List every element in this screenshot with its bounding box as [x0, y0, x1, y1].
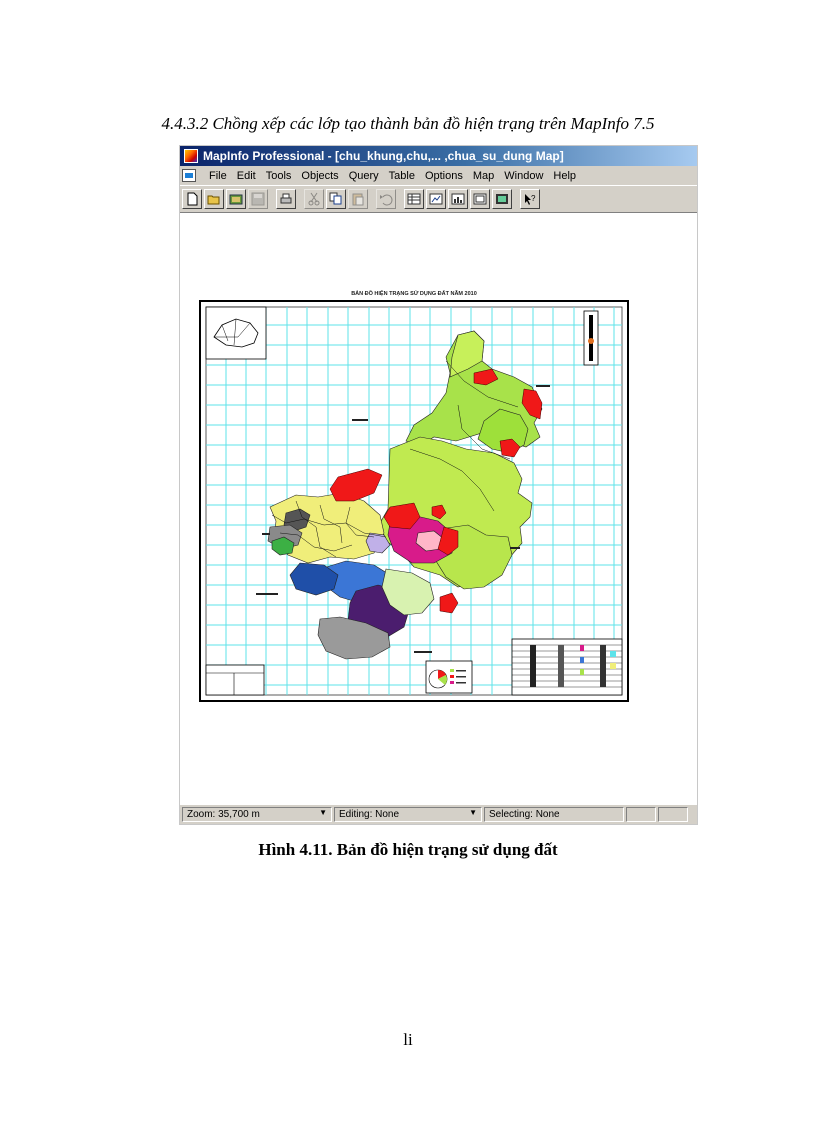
menu-query[interactable]: Query	[348, 169, 379, 182]
menu-file[interactable]: File	[209, 169, 227, 182]
print-icon[interactable]	[276, 189, 296, 209]
section-heading: 4.4.3.2 Chồng xếp các lớp tạo thành bản đồ hiện trạng trên MapInfo 7.5	[161, 114, 655, 133]
menu-tools[interactable]: Tools	[265, 169, 292, 182]
save-icon[interactable]	[248, 189, 268, 209]
zoom-text: Zoom: 35,700 m	[187, 809, 260, 820]
land-use-pie-chart	[426, 661, 472, 693]
redistrict-icon[interactable]	[492, 189, 512, 209]
new-layout-icon[interactable]	[470, 189, 490, 209]
mapinfo-window	[179, 145, 698, 825]
editing-status[interactable]	[334, 807, 482, 822]
menu-options[interactable]: Options	[424, 169, 463, 182]
help-pointer-icon[interactable]	[520, 189, 540, 209]
menu-map[interactable]: Map	[472, 169, 495, 182]
editing-text: Editing: None	[339, 809, 400, 820]
new-browser-icon[interactable]	[404, 189, 424, 209]
info-box	[206, 665, 264, 695]
open-workspace-icon[interactable]	[226, 189, 246, 209]
zoom-status[interactable]	[182, 807, 332, 822]
cut-icon[interactable]	[304, 189, 324, 209]
menu-bar	[180, 166, 697, 186]
undo-icon[interactable]	[376, 189, 396, 209]
new-mapper-icon[interactable]	[426, 189, 446, 209]
map-title: BẢN ĐỒ HIỆN TRẠNG SỬ DỤNG ĐẤT NĂM 2010	[351, 291, 477, 297]
selecting-status[interactable]	[484, 807, 624, 822]
menu-objects[interactable]: Objects	[301, 169, 339, 182]
copy-icon[interactable]	[326, 189, 346, 209]
status-empty-cell-2	[658, 807, 688, 822]
editing-dropdown-icon[interactable]: ▼	[469, 808, 477, 817]
new-grapher-icon[interactable]	[448, 189, 468, 209]
page-number: li	[403, 1030, 413, 1049]
standard-toolbar	[180, 186, 697, 213]
zoom-dropdown-icon[interactable]: ▼	[319, 808, 327, 817]
status-empty-cell-1	[626, 807, 656, 822]
land-use-map[interactable]	[200, 291, 628, 701]
menu-help[interactable]: Help	[553, 169, 577, 182]
mapinfo-app-icon	[184, 149, 198, 163]
status-bar	[180, 804, 697, 824]
window-title: MapInfo Professional - [chu_khung,chu,... ,chua_su_dung Map]	[203, 149, 564, 163]
title-bar[interactable]	[180, 146, 697, 166]
north-arrow	[584, 311, 598, 365]
map-legend	[512, 639, 622, 695]
map-window[interactable]	[180, 213, 697, 798]
menu-window[interactable]: Window	[504, 169, 544, 182]
figure-caption: Hình 4.11. Bản đồ hiện trạng sử dụng đất	[258, 840, 558, 859]
paste-icon[interactable]	[348, 189, 368, 209]
menu-table[interactable]: Table	[388, 169, 415, 182]
svg-text:?: ?	[531, 194, 536, 203]
inset-locator-map	[206, 307, 266, 359]
open-icon[interactable]	[204, 189, 224, 209]
new-icon[interactable]	[182, 189, 202, 209]
menu-edit[interactable]: Edit	[236, 169, 256, 182]
selecting-text: Selecting: None	[489, 809, 560, 820]
map-document-icon[interactable]	[182, 169, 196, 182]
